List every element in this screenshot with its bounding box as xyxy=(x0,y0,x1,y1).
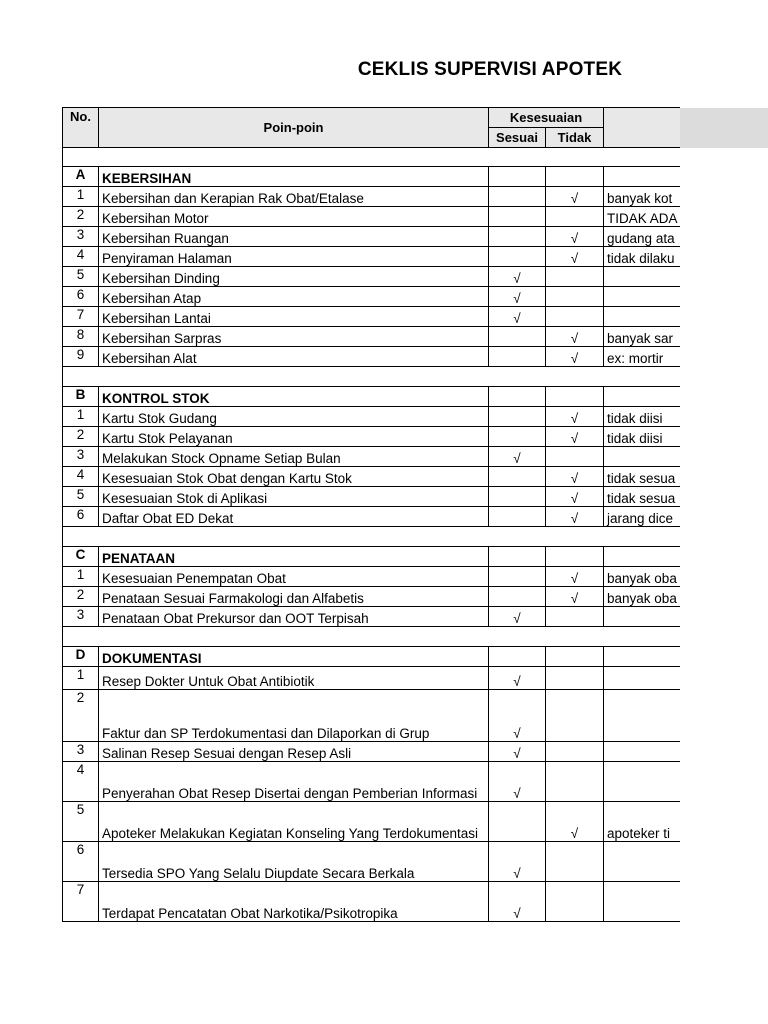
row-number: 6 xyxy=(63,287,99,307)
header-no: No. xyxy=(63,108,99,148)
row-item: Kebersihan Ruangan xyxy=(99,227,489,247)
spacer-cell xyxy=(63,627,681,647)
row-item: Kebersihan Motor xyxy=(99,207,489,227)
row-keterangan: tidak sesua xyxy=(604,467,680,487)
checklist-row xyxy=(63,347,681,367)
check-tidak: √ xyxy=(546,587,604,607)
checklist-row xyxy=(63,287,681,307)
check-sesuai xyxy=(489,587,546,607)
row-number: 1 xyxy=(63,407,99,427)
section-ket-cell xyxy=(604,167,680,187)
row-number: 5 xyxy=(63,487,99,507)
row-number: 2 xyxy=(63,207,99,227)
check-tidak: √ xyxy=(546,487,604,507)
checklist-row xyxy=(63,487,681,507)
row-item: Kebersihan Lantai xyxy=(99,307,489,327)
row-keterangan xyxy=(604,607,680,627)
section-sesuai-cell xyxy=(489,547,546,567)
row-item: Penataan Sesuai Farmakologi dan Alfabetis xyxy=(99,587,489,607)
row-number: 6 xyxy=(63,842,99,882)
row-keterangan: tidak sesua xyxy=(604,487,680,507)
row-number: 7 xyxy=(63,307,99,327)
section-code: D xyxy=(63,647,99,667)
spacer-row xyxy=(63,527,681,547)
check-tidak: √ xyxy=(546,227,604,247)
row-number: 1 xyxy=(63,667,99,690)
check-sesuai xyxy=(489,347,546,367)
checklist-row xyxy=(63,762,681,802)
row-keterangan xyxy=(604,762,680,802)
checklist-row xyxy=(63,742,681,762)
checklist-row xyxy=(63,882,681,922)
row-number: 3 xyxy=(63,227,99,247)
check-tidak xyxy=(546,447,604,467)
header-keterangan xyxy=(604,108,680,148)
check-sesuai xyxy=(489,507,546,527)
check-tidak xyxy=(546,667,604,690)
row-item: Kebersihan Atap xyxy=(99,287,489,307)
check-tidak xyxy=(546,607,604,627)
row-number: 5 xyxy=(63,802,99,842)
check-tidak: √ xyxy=(546,347,604,367)
row-item: Penataan Obat Prekursor dan OOT Terpisah xyxy=(99,607,489,627)
section-title: DOKUMENTASI xyxy=(99,647,489,667)
row-item: Kartu Stok Gudang xyxy=(99,407,489,427)
check-sesuai: √ xyxy=(489,267,546,287)
check-sesuai: √ xyxy=(489,287,546,307)
row-item: Terdapat Pencatatan Obat Narkotika/Psikotropika xyxy=(99,882,489,922)
spacer-row xyxy=(63,148,681,167)
row-number: 3 xyxy=(63,447,99,467)
row-keterangan xyxy=(604,447,680,467)
checklist-row xyxy=(63,467,681,487)
spacer-cell xyxy=(63,527,681,547)
check-sesuai: √ xyxy=(489,607,546,627)
checklist-row xyxy=(63,187,681,207)
section-tidak-cell xyxy=(546,387,604,407)
row-keterangan xyxy=(604,742,680,762)
check-tidak: √ xyxy=(546,187,604,207)
check-sesuai: √ xyxy=(489,882,546,922)
row-number: 3 xyxy=(63,742,99,762)
row-number: 6 xyxy=(63,507,99,527)
spacer-row xyxy=(63,367,681,387)
section-sesuai-cell xyxy=(489,387,546,407)
checklist-row xyxy=(63,607,681,627)
section-row xyxy=(63,387,681,407)
checklist-row xyxy=(63,247,681,267)
header-tidak: Tidak xyxy=(546,128,604,148)
section-row xyxy=(63,167,681,187)
checklist-row xyxy=(63,307,681,327)
checklist-row xyxy=(63,327,681,347)
row-item: Faktur dan SP Terdokumentasi dan Dilaporkan di Grup xyxy=(99,690,489,742)
section-title: PENATAAN xyxy=(99,547,489,567)
check-sesuai xyxy=(489,327,546,347)
row-keterangan xyxy=(604,882,680,922)
checklist-row xyxy=(63,667,681,690)
row-keterangan: TIDAK ADA xyxy=(604,207,680,227)
checklist-row xyxy=(63,587,681,607)
section-code: B xyxy=(63,387,99,407)
row-keterangan: gudang ata xyxy=(604,227,680,247)
check-tidak xyxy=(546,762,604,802)
row-number: 5 xyxy=(63,267,99,287)
row-item: Kesesuaian Penempatan Obat xyxy=(99,567,489,587)
row-item: Salinan Resep Sesuai dengan Resep Asli xyxy=(99,742,489,762)
header-shade xyxy=(680,108,768,148)
row-keterangan: banyak oba xyxy=(604,587,680,607)
check-sesuai xyxy=(489,427,546,447)
checklist-row xyxy=(63,207,681,227)
section-ket-cell xyxy=(604,647,680,667)
check-sesuai xyxy=(489,207,546,227)
section-tidak-cell xyxy=(546,647,604,667)
row-number: 2 xyxy=(63,690,99,742)
check-tidak: √ xyxy=(546,327,604,347)
section-code: C xyxy=(63,547,99,567)
row-keterangan xyxy=(604,667,680,690)
check-sesuai xyxy=(489,487,546,507)
header-kesesuaian: Kesesuaian xyxy=(489,108,604,128)
checklist-row xyxy=(63,407,681,427)
row-keterangan: banyak oba xyxy=(604,567,680,587)
row-keterangan: apoteker ti xyxy=(604,802,680,842)
row-item: Apoteker Melakukan Kegiatan Konseling Yang Terdokumentasi xyxy=(99,802,489,842)
checklist-row xyxy=(63,227,681,247)
row-keterangan xyxy=(604,287,680,307)
section-row xyxy=(63,647,681,667)
check-sesuai xyxy=(489,247,546,267)
spacer-cell xyxy=(63,148,681,167)
section-sesuai-cell xyxy=(489,167,546,187)
check-sesuai xyxy=(489,467,546,487)
row-keterangan: banyak kot xyxy=(604,187,680,207)
row-item: Resep Dokter Untuk Obat Antibiotik xyxy=(99,667,489,690)
check-tidak xyxy=(546,742,604,762)
check-tidak xyxy=(546,882,604,922)
header-sesuai: Sesuai xyxy=(489,128,546,148)
row-item: Tersedia SPO Yang Selalu Diupdate Secara Berkala xyxy=(99,842,489,882)
checklist-row xyxy=(63,842,681,882)
check-tidak xyxy=(546,842,604,882)
check-tidak xyxy=(546,307,604,327)
check-tidak xyxy=(546,690,604,742)
row-number: 2 xyxy=(63,587,99,607)
row-item: Daftar Obat ED Dekat xyxy=(99,507,489,527)
checklist-row xyxy=(63,267,681,287)
row-keterangan: tidak dilaku xyxy=(604,247,680,267)
check-tidak: √ xyxy=(546,247,604,267)
row-number: 8 xyxy=(63,327,99,347)
row-number: 7 xyxy=(63,882,99,922)
spacer-cell xyxy=(63,367,681,387)
spacer-row xyxy=(63,627,681,647)
page-title: CEKLIS SUPERVISI APOTEK xyxy=(357,59,623,80)
section-title: KEBERSIHAN xyxy=(99,167,489,187)
checklist-row xyxy=(63,802,681,842)
row-number: 3 xyxy=(63,607,99,627)
row-item: Kartu Stok Pelayanan xyxy=(99,427,489,447)
check-sesuai xyxy=(489,227,546,247)
check-sesuai: √ xyxy=(489,307,546,327)
section-title: KONTROL STOK xyxy=(99,387,489,407)
checklist-row xyxy=(63,567,681,587)
check-tidak: √ xyxy=(546,802,604,842)
check-tidak: √ xyxy=(546,467,604,487)
check-sesuai: √ xyxy=(489,842,546,882)
checklist-table-container xyxy=(62,107,680,937)
row-number: 4 xyxy=(63,467,99,487)
checklist-table xyxy=(62,107,680,922)
check-sesuai: √ xyxy=(489,690,546,742)
row-keterangan xyxy=(604,690,680,742)
checklist-row xyxy=(63,427,681,447)
row-keterangan: tidak diisi xyxy=(604,407,680,427)
section-row xyxy=(63,547,681,567)
row-keterangan xyxy=(604,307,680,327)
check-tidak: √ xyxy=(546,407,604,427)
header-poin: Poin-poin xyxy=(99,108,489,148)
row-keterangan: ex: mortir xyxy=(604,347,680,367)
check-sesuai: √ xyxy=(489,742,546,762)
check-tidak xyxy=(546,207,604,227)
row-number: 4 xyxy=(63,247,99,267)
check-tidak: √ xyxy=(546,427,604,447)
check-sesuai xyxy=(489,567,546,587)
section-ket-cell xyxy=(604,547,680,567)
section-sesuai-cell xyxy=(489,647,546,667)
section-code: A xyxy=(63,167,99,187)
row-item: Penyiraman Halaman xyxy=(99,247,489,267)
row-keterangan xyxy=(604,842,680,882)
row-keterangan: jarang dice xyxy=(604,507,680,527)
checklist-row xyxy=(63,447,681,467)
check-sesuai xyxy=(489,187,546,207)
row-item: Kesesuaian Stok di Aplikasi xyxy=(99,487,489,507)
check-tidak xyxy=(546,287,604,307)
row-item: Kebersihan Sarpras xyxy=(99,327,489,347)
row-item: Kebersihan Alat xyxy=(99,347,489,367)
row-number: 1 xyxy=(63,567,99,587)
check-sesuai xyxy=(489,407,546,427)
check-tidak: √ xyxy=(546,507,604,527)
row-item: Kebersihan Dinding xyxy=(99,267,489,287)
row-number: 2 xyxy=(63,427,99,447)
section-ket-cell xyxy=(604,387,680,407)
section-tidak-cell xyxy=(546,167,604,187)
row-keterangan: banyak sar xyxy=(604,327,680,347)
check-sesuai xyxy=(489,802,546,842)
row-number: 1 xyxy=(63,187,99,207)
row-number: 4 xyxy=(63,762,99,802)
row-item: Kebersihan dan Kerapian Rak Obat/Etalase xyxy=(99,187,489,207)
checklist-row xyxy=(63,507,681,527)
check-tidak: √ xyxy=(546,567,604,587)
row-keterangan xyxy=(604,267,680,287)
row-number: 9 xyxy=(63,347,99,367)
row-item: Penyerahan Obat Resep Disertai dengan Pemberian Informasi xyxy=(99,762,489,802)
section-tidak-cell xyxy=(546,547,604,567)
row-item: Kesesuaian Stok Obat dengan Kartu Stok xyxy=(99,467,489,487)
row-keterangan: tidak diisi xyxy=(604,427,680,447)
check-sesuai: √ xyxy=(489,447,546,467)
check-tidak xyxy=(546,267,604,287)
check-sesuai: √ xyxy=(489,667,546,690)
checklist-row xyxy=(63,690,681,742)
row-item: Melakukan Stock Opname Setiap Bulan xyxy=(99,447,489,467)
check-sesuai: √ xyxy=(489,762,546,802)
